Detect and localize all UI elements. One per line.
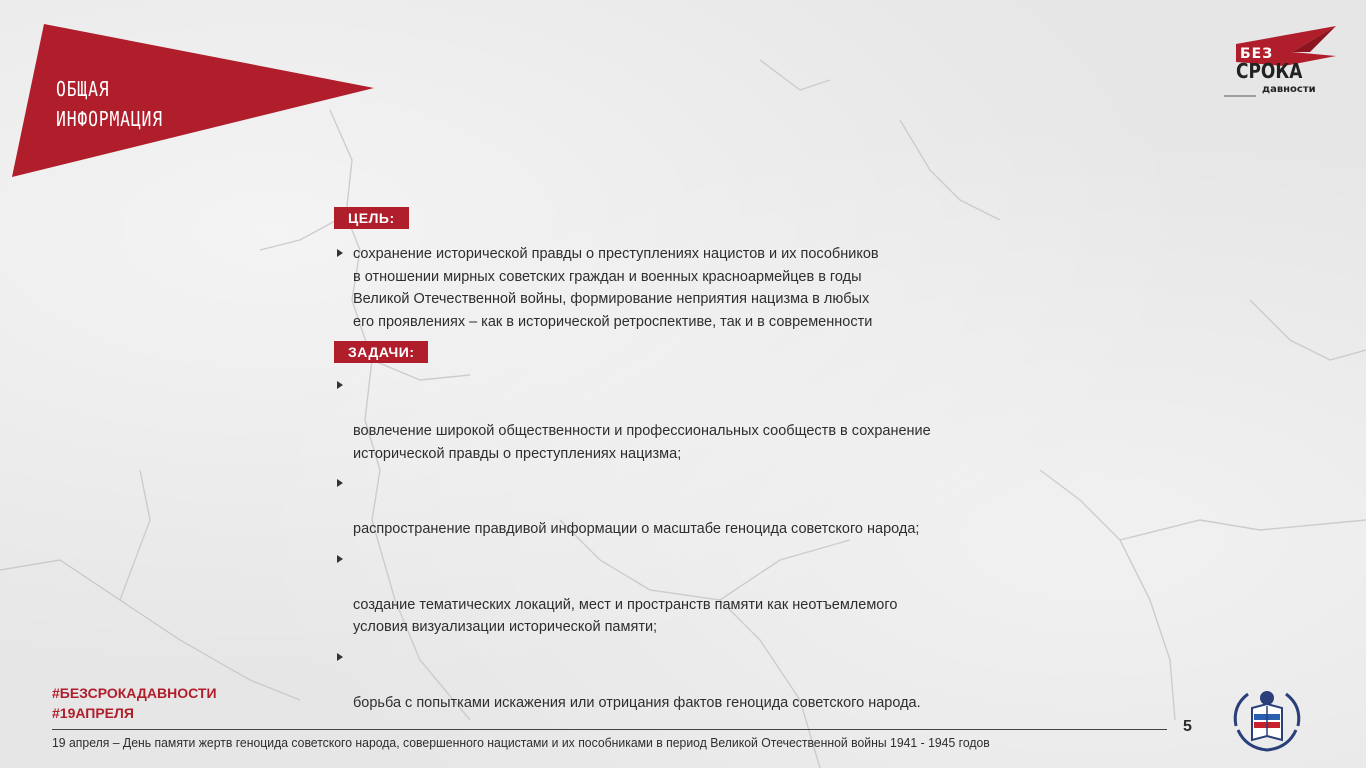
hashtag-bezsrokadavnosti: #БЕЗСРОКАДАВНОСТИ [52, 685, 217, 701]
task-text: распространение правдивой информации о масштабе геноцида советского народа; [353, 521, 920, 537]
tasks-list [334, 375, 1034, 714]
task-item [334, 549, 1034, 639]
task-text: вовлечение широкой общественности и профессиональных сообществ в сохранение исторической правды о преступлениях нацизма; [353, 423, 931, 462]
footer-divider [52, 729, 1167, 730]
logo-text-bez: БЕЗ [1240, 46, 1274, 62]
goal-text: сохранение исторической правды о преступлениях нацистов и их пособников в отношении мирных советских граждан и военных красноармейцев в годы Великой Отечественной войны, формирование неприятия нацизма в любых его проявлениях – как в исторической ретроспективе, так и в современности [353, 246, 879, 330]
task-text: создание тематических локаций, мест и пространств памяти как неотъемлемого условия визуализации исторической памяти; [353, 596, 898, 635]
section-title-line2: ИНФОРМАЦИЯ [56, 107, 163, 131]
bullet-triangle-icon [337, 381, 343, 389]
project-logo [1214, 22, 1342, 102]
logo-text-sroka: СРОКА [1236, 59, 1303, 83]
bullet-triangle-icon [337, 249, 343, 257]
tasks-label: ЗАДАЧИ: [334, 341, 428, 363]
task-item [334, 375, 1034, 465]
hashtags [52, 683, 217, 723]
section-title [56, 74, 163, 134]
task-text: борьба с попытками искажения или отрицания фактов геноцида советского народа. [353, 694, 921, 711]
goal-list [334, 243, 1034, 333]
task-item [334, 473, 1034, 541]
page-number: 5 [1183, 718, 1192, 735]
section-title-line1: ОБЩАЯ [56, 77, 110, 101]
goal-item [334, 243, 1034, 333]
footer-text: 19 апреля – День памяти жертв геноцида советского народа, совершенного нацистами и их пособниками в период Великой Отечественной войны 1941 - 1945 годов [52, 735, 990, 750]
eagle-book-emblem-icon [1226, 686, 1308, 756]
goal-label: ЦЕЛЬ: [334, 207, 409, 229]
bullet-triangle-icon [337, 653, 343, 661]
bullet-triangle-icon [337, 555, 343, 563]
main-content [334, 207, 1034, 722]
logo-text-davnosti: давности [1262, 84, 1316, 95]
bullet-triangle-icon [337, 479, 343, 487]
task-item [334, 647, 1034, 715]
hashtag-19aprelya: #19АПРЕЛЯ [52, 705, 134, 721]
